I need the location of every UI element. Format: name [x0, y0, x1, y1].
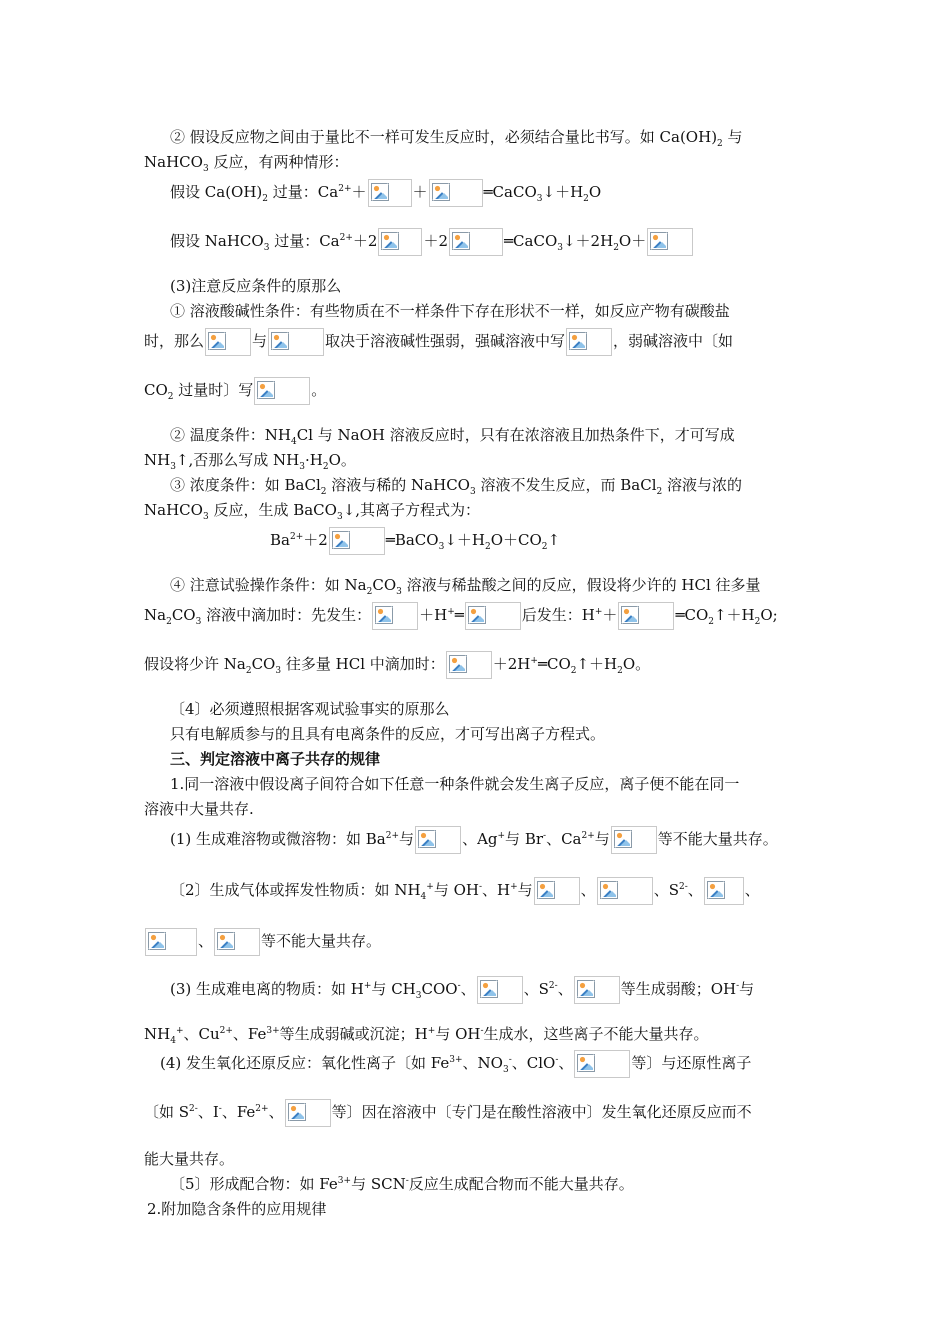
superscript: + [363, 981, 372, 991]
subscript: 2 [167, 392, 174, 402]
text-run: 能大量共存。 [144, 1150, 235, 1168]
text-run: 、ClO [511, 1054, 556, 1072]
text-run: 溶液中大量共存. [144, 800, 254, 818]
image-placeholder [704, 877, 744, 905]
text-run: O＋ [618, 232, 647, 250]
text-run: 往多量 HCl 中滴加时： [281, 655, 445, 673]
superscript: + [427, 1026, 436, 1036]
text-run: 〔2〕生成气体或挥发性物质：如 NH [170, 881, 421, 899]
text-run: 、S [523, 980, 549, 998]
text-run: 、 [460, 980, 476, 998]
text-run: ＋2 [303, 531, 328, 549]
image-placeholder [465, 602, 521, 630]
text-run: 、 [580, 881, 596, 899]
text-run: Cl 与 NaOH 溶液反应时，只有在浓溶液且加热条件下，才可写成 [296, 426, 735, 444]
text-run: ═ [454, 606, 464, 624]
superscript: 2- [189, 1104, 198, 1114]
text-run: 与 OH [435, 1025, 481, 1043]
broken-image-icon [418, 830, 436, 848]
text-run: 等〕因在溶液中〔专门是在酸性溶液中〕发生氧化还原反应而不 [331, 1103, 752, 1121]
text-run: O。 [328, 451, 356, 469]
superscript: 2- [678, 882, 688, 892]
text-line [144, 377, 808, 405]
broken-image-icon [208, 332, 226, 350]
superscript: 2+ [219, 1026, 233, 1036]
text-run: 、I [197, 1103, 219, 1121]
subscript: 3 [195, 617, 202, 627]
text-run: 与 SCN [351, 1175, 406, 1193]
text-run: 、 [558, 1054, 574, 1072]
text-run: ① 溶液酸碱性条件：有些物质在不一样条件下存在形状不一样，如反应产物有碳酸盐 [170, 302, 730, 320]
text-run: 与 [252, 332, 268, 350]
section-heading [170, 748, 834, 770]
subscript: 3 [502, 1065, 509, 1075]
superscript: - [457, 981, 461, 991]
text-run: 取决于溶液碱性强弱，强碱溶液中写 [325, 332, 566, 350]
image-placeholder [268, 328, 324, 356]
text-run: 与 [739, 980, 755, 998]
image-placeholder [574, 1050, 630, 1078]
superscript: - [478, 882, 483, 892]
text-line [160, 1050, 824, 1078]
image-placeholder [254, 377, 310, 405]
text-line [170, 976, 834, 1004]
text-line [144, 1023, 808, 1045]
superscript: 2+ [581, 831, 595, 841]
superscript: 3+ [449, 1055, 463, 1065]
text-run: 过量：Ca [269, 232, 340, 250]
broken-image-icon [600, 881, 618, 899]
image-placeholder [415, 826, 461, 854]
text-run: ·H [305, 451, 323, 469]
image-placeholder [449, 228, 503, 256]
superscript: + [426, 882, 434, 892]
text-run: ＋H [419, 606, 448, 624]
superscript: - [480, 1026, 484, 1036]
text-run: 反应，生成 BaCO [208, 501, 337, 519]
text-run: ③ 浓度条件：如 BaCl [170, 476, 321, 494]
subscript: 3 [299, 462, 305, 472]
text-run: 与 CH [371, 980, 416, 998]
image-placeholder [647, 228, 693, 256]
superscript: 3+ [337, 1176, 352, 1186]
subscript: 4 [290, 437, 297, 447]
broken-image-icon [577, 1054, 595, 1072]
text-line [170, 275, 834, 297]
text-run: NH [144, 451, 171, 469]
superscript: 2+ [338, 184, 352, 194]
broken-image-icon [148, 932, 166, 950]
text-run: 、 [557, 980, 573, 998]
text-run: 过量：Ca [268, 183, 339, 201]
broken-image-icon [271, 332, 289, 350]
text-run: 、Ca [546, 830, 582, 848]
broken-image-icon [449, 655, 467, 673]
broken-image-icon [288, 1103, 306, 1121]
text-run: ＋2 [423, 232, 449, 250]
image-placeholder [145, 928, 197, 956]
text-run: ═CaCO [483, 183, 537, 201]
text-line [170, 574, 834, 596]
broken-image-icon [257, 381, 275, 399]
subscript: 3 [536, 194, 543, 204]
text-run: 、 [744, 881, 760, 899]
text-run: O; [760, 606, 778, 624]
text-run: 与 [399, 830, 415, 848]
text-line [170, 877, 834, 905]
subscript: 2 [656, 487, 663, 497]
text-line [170, 474, 834, 496]
image-placeholder [566, 328, 612, 356]
superscript: 2+ [255, 1104, 269, 1114]
subscript: 3 [202, 512, 209, 522]
text-run: 溶液与浓的 [662, 476, 743, 494]
broken-image-icon [614, 830, 632, 848]
broken-image-icon [375, 606, 393, 624]
text-run: 1.同一溶液中假设离子间符合如下任意一种条件就会发生离子反应，离子便不能在同一 [170, 775, 740, 793]
subscript: 2 [754, 617, 761, 627]
subscript: 3 [469, 487, 476, 497]
text-run: 等〕与还原性离子 [631, 1054, 752, 1072]
text-run: ＋2H [492, 655, 531, 673]
text-run: ═CO [675, 606, 709, 624]
text-line [144, 1099, 808, 1127]
superscript: 2- [548, 981, 558, 991]
text-run: 三、判定溶液中离子共存的规律 [170, 750, 381, 768]
text-run: COO [421, 980, 458, 998]
superscript: 2+ [339, 233, 353, 243]
subscript: 2 [617, 666, 623, 676]
broken-image-icon [217, 932, 235, 950]
text-run: ↑ [547, 531, 561, 549]
text-run: O [588, 183, 602, 201]
superscript: 3+ [266, 1026, 280, 1036]
superscript: + [530, 656, 538, 666]
text-line [170, 424, 834, 446]
text-run: O。 [622, 655, 651, 673]
subscript: 3 [170, 462, 176, 472]
subscript: 2 [366, 587, 373, 597]
subscript: 3 [275, 666, 282, 676]
subscript: 4 [420, 892, 427, 902]
image-placeholder [618, 602, 674, 630]
text-run: 与 [722, 128, 743, 146]
subscript: 3 [438, 542, 445, 552]
text-line [144, 499, 808, 521]
text-run: 反应，有两种情形： [208, 153, 349, 171]
broken-image-icon [650, 232, 668, 250]
text-run: 只有电解质参与的且具有电离条件的反应，才可写出离子方程式。 [170, 725, 606, 743]
text-run: 溶液与稀盐酸之间的反应，假设将少许的 HCl 往多量 [401, 576, 761, 594]
superscript: - [736, 981, 740, 991]
subscript: 2 [320, 487, 327, 497]
broken-image-icon [432, 183, 450, 201]
broken-image-icon [381, 232, 399, 250]
text-run: ↓,其离子方程式为： [342, 501, 481, 519]
broken-image-icon [371, 183, 389, 201]
subscript: 3 [202, 164, 209, 174]
text-run: 、H [482, 881, 511, 899]
text-run: ═CO [537, 655, 571, 673]
text-run: 与 Br [505, 830, 544, 848]
superscript: - [543, 831, 547, 841]
subscript: 3 [336, 512, 343, 522]
text-line [170, 698, 834, 720]
superscript: 2+ [289, 532, 304, 542]
subscript: 2 [717, 139, 723, 149]
image-placeholder [368, 179, 412, 207]
text-run: ↑,否那么写成 NH [175, 451, 300, 469]
text-line [270, 527, 934, 555]
text-run: ↓＋2H [562, 232, 614, 250]
text-line [144, 928, 808, 956]
broken-image-icon [332, 531, 350, 549]
text-run: 、NO [462, 1054, 503, 1072]
broken-image-icon [480, 980, 498, 998]
text-run: (1) 生成难溶物或微溶物：如 Ba [170, 830, 386, 848]
image-placeholder [574, 976, 620, 1004]
text-run: ＋ [351, 183, 367, 201]
text-run: Ba [270, 531, 290, 549]
subscript: 2 [245, 666, 252, 676]
text-run: ↓＋H [444, 531, 485, 549]
text-run: (3) 生成难电离的物质：如 H [170, 980, 364, 998]
image-placeholder [372, 602, 418, 630]
text-run: ↑＋H [576, 655, 618, 673]
superscript: + [594, 607, 603, 617]
text-run: 反应生成配合物而不能大量共存。 [408, 1175, 634, 1193]
text-run: 溶液中滴加时：先发生： [201, 606, 372, 624]
subscript: 3 [557, 243, 563, 253]
text-run: 〔4〕必须遵照根据客观试验事实的原那么 [170, 700, 450, 718]
superscript: - [555, 1055, 559, 1065]
broken-image-icon [537, 881, 555, 899]
text-run: ↑＋H [713, 606, 755, 624]
text-line [170, 1173, 834, 1195]
text-run: 与 OH [433, 881, 479, 899]
subscript: 3 [396, 587, 402, 597]
text-run: 。 [311, 381, 327, 399]
subscript: 2 [166, 617, 172, 627]
text-line [170, 723, 834, 745]
text-run: 与 [594, 830, 610, 848]
text-run: (3)注意反应条件的原那么 [170, 277, 342, 295]
image-placeholder [534, 877, 580, 905]
text-run: 、 [198, 932, 214, 950]
broken-image-icon [707, 881, 725, 899]
text-run: NaHCO [144, 153, 203, 171]
text-run: 假设 Ca(OH) [170, 183, 263, 201]
subscript: 2 [262, 194, 269, 204]
text-run: ② 假设反应物之间由于量比不一样可发生反应时，必须结合量比书写。如 Ca(OH) [170, 128, 718, 146]
superscript: - [405, 1176, 409, 1186]
text-run: (4) 发生氧化还原反应：氧化性离子〔如 Fe [160, 1054, 450, 1072]
text-run: NaHCO [144, 501, 203, 519]
text-line [144, 798, 808, 820]
text-line [144, 651, 808, 679]
subscript: 2 [708, 617, 714, 627]
image-placeholder [597, 877, 653, 905]
superscript: + [175, 1026, 184, 1036]
text-run: 假设 NaHCO [170, 232, 264, 250]
text-line [170, 826, 834, 854]
broken-image-icon [577, 980, 595, 998]
text-run: 时，那么 [144, 332, 205, 350]
superscript: + [510, 882, 518, 892]
image-placeholder [214, 928, 260, 956]
text-run: 、Fe [232, 1025, 267, 1043]
subscript: 2 [484, 542, 491, 552]
text-run: 与 [517, 881, 533, 899]
image-placeholder [205, 328, 251, 356]
text-run: ↓＋H [542, 183, 584, 201]
broken-image-icon [452, 232, 470, 250]
text-line [144, 449, 808, 471]
superscript: - [218, 1104, 222, 1114]
image-placeholder [429, 179, 483, 207]
superscript: 2+ [385, 831, 400, 841]
text-run: 过量时〕写 [173, 381, 254, 399]
text-run: ，弱碱溶液中〔如 [613, 332, 734, 350]
subscript: 2 [613, 243, 619, 253]
text-run: ═CaCO [504, 232, 558, 250]
text-line [170, 773, 834, 795]
text-run: ② 温度条件：NH [170, 426, 291, 444]
subscript: 3 [415, 991, 422, 1001]
subscript: 3 [263, 243, 270, 253]
text-run: 2.附加隐含条件的应用规律 [147, 1200, 327, 1218]
text-run: CO [251, 655, 276, 673]
text-run: 〔5〕形成配合物：如 Fe [170, 1175, 338, 1193]
text-line [144, 602, 808, 630]
text-run: ═BaCO [385, 531, 439, 549]
text-run: 、Ag [462, 830, 498, 848]
text-run: 、 [268, 1103, 284, 1121]
text-line [170, 228, 834, 256]
text-line [144, 151, 808, 173]
text-run: 生成水，这些离子不能大量共存。 [483, 1025, 709, 1043]
image-placeholder [378, 228, 422, 256]
text-run: ＋ [412, 183, 428, 201]
broken-image-icon [569, 332, 587, 350]
image-placeholder [477, 976, 523, 1004]
text-run: 等生成弱酸；OH [620, 980, 737, 998]
text-run: CO [372, 576, 397, 594]
text-line [147, 1198, 811, 1220]
subscript: 2 [570, 666, 577, 676]
text-run: 后发生：H [521, 606, 595, 624]
text-run: ＋ [602, 606, 618, 624]
text-run: ＋2 [352, 232, 378, 250]
subscript: 2 [541, 542, 548, 552]
image-placeholder [446, 651, 492, 679]
text-run: 等不能大量共存。 [261, 932, 382, 950]
text-run: 、Fe [221, 1103, 256, 1121]
text-run: CO [144, 381, 168, 399]
superscript: + [497, 831, 506, 841]
text-line [170, 300, 834, 322]
text-run: 、Cu [183, 1025, 220, 1043]
text-run: Na [144, 606, 167, 624]
text-run: 溶液与稀的 NaHCO [326, 476, 470, 494]
text-run: 假设将少许 Na [144, 655, 246, 673]
image-placeholder [611, 826, 657, 854]
subscript: 2 [583, 194, 589, 204]
text-run: 、 [687, 881, 703, 899]
broken-image-icon [468, 606, 486, 624]
text-line [144, 1148, 808, 1170]
text-run: 、S [653, 881, 679, 899]
text-run: 等生成弱碱或沉淀；H [279, 1025, 428, 1043]
text-run: 溶液不发生反应，而 BaCl [475, 476, 657, 494]
image-placeholder [329, 527, 385, 555]
text-run: ④ 注意试验操作条件：如 Na [170, 576, 367, 594]
text-run: 等不能大量共存。 [657, 830, 778, 848]
text-line [170, 179, 834, 207]
subscript: 2 [322, 462, 329, 472]
text-line [170, 126, 834, 148]
text-line [144, 328, 808, 356]
image-placeholder [285, 1099, 331, 1127]
superscript: - [508, 1055, 512, 1065]
broken-image-icon [621, 606, 639, 624]
text-run: O＋CO [490, 531, 542, 549]
text-run: 〔如 S [144, 1103, 190, 1121]
text-run: CO [171, 606, 196, 624]
subscript: 4 [170, 1036, 176, 1046]
text-run: NH [144, 1025, 171, 1043]
superscript: + [447, 607, 455, 617]
